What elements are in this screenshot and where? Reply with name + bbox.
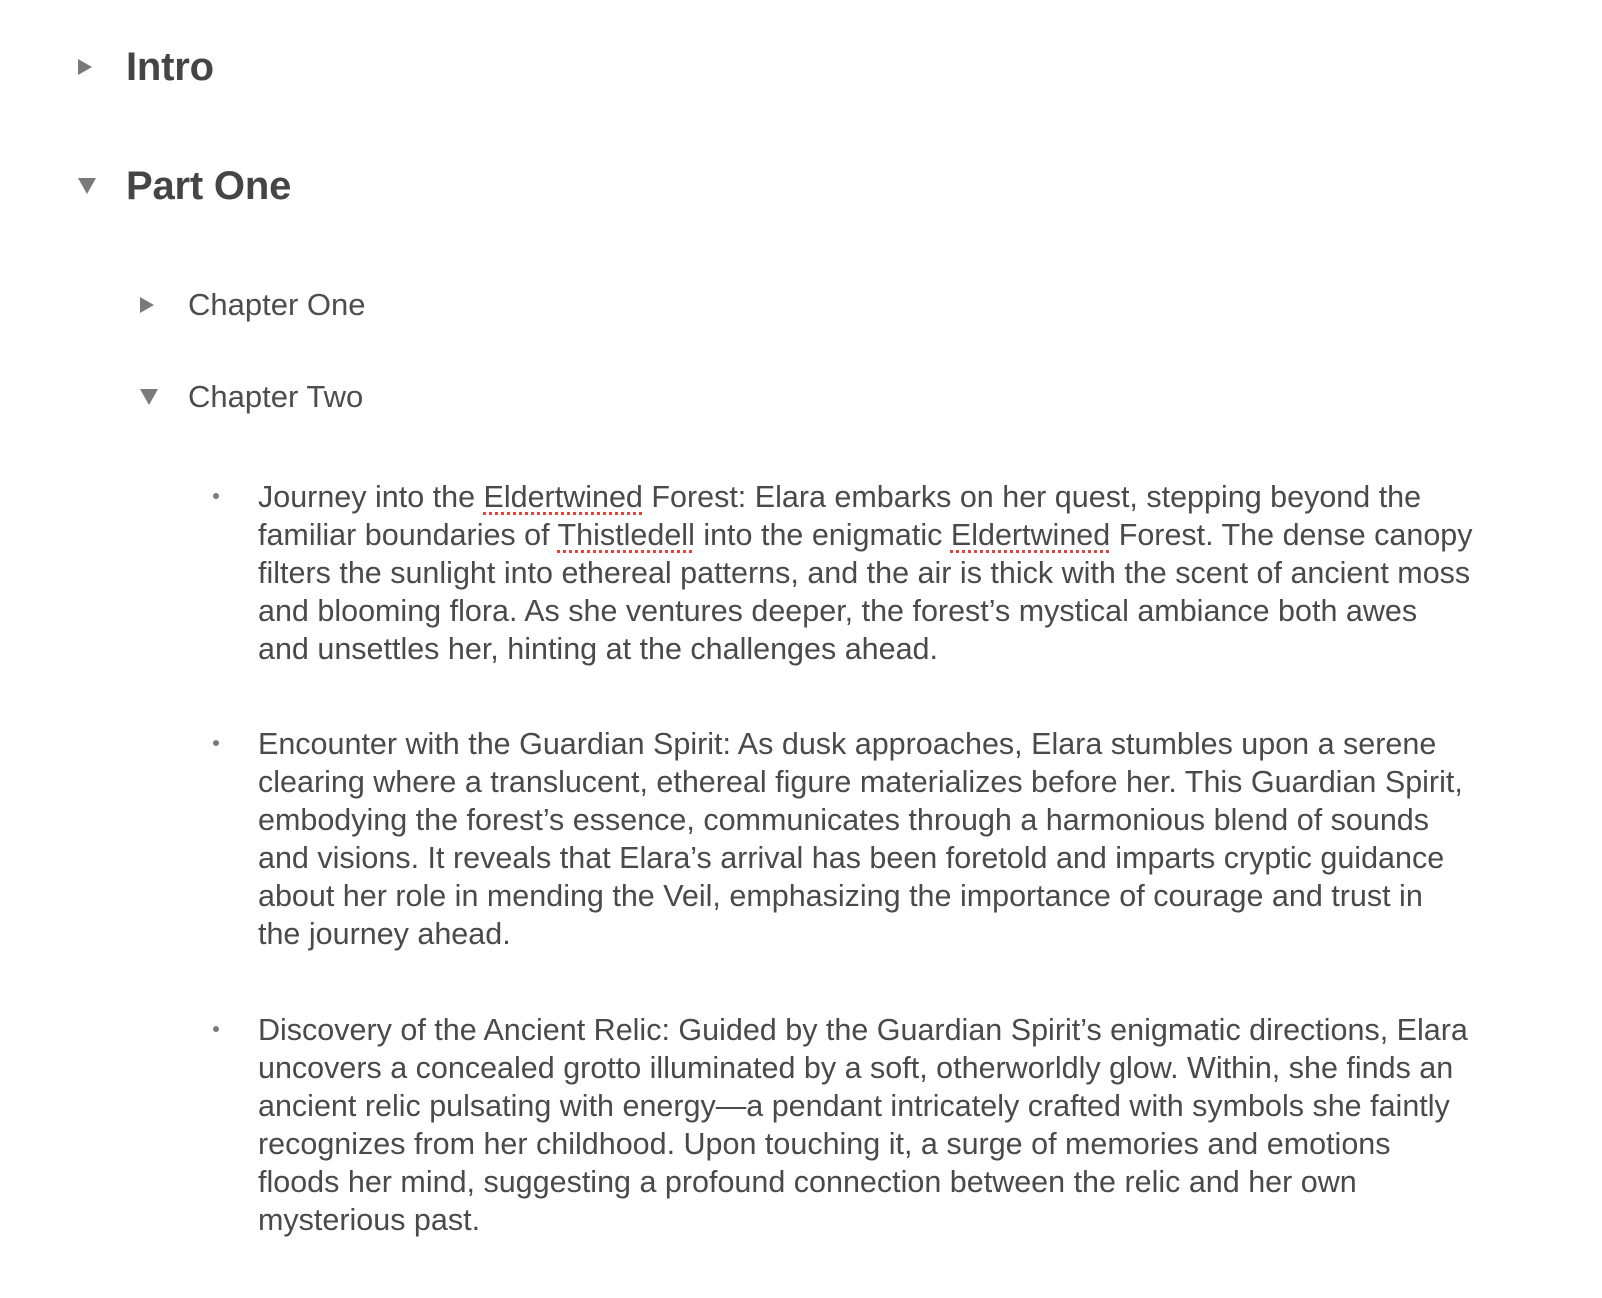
list-item-encounter[interactable]: Encounter with the Guardian Spirit: As dusk approaches, Elara stumbles upon a serene clearing where a translucent, ethereal figure materializes before her. This Guardian Spirit, embodying the forest’s essence, communicates through a harmonious blend of sounds and visions. It reveals that Elara’s arrival has been foretold and imparts cryptic guidance about her role in mending the Veil, emphasizing the importance of courage and trust in the journey ahead. (258, 727, 1463, 951)
disclosure-triangle-down-icon[interactable] (140, 389, 158, 405)
heading-chapter-one[interactable]: Chapter One (188, 287, 366, 322)
disclosure-triangle-down-icon[interactable] (78, 178, 96, 194)
list-item-journey[interactable] (258, 478, 1473, 668)
outline-row-intro[interactable] (78, 42, 214, 92)
list-item-text: into the enigmatic (694, 518, 951, 552)
outline-row-chapter-one[interactable] (140, 285, 366, 325)
misspelled-word[interactable]: Thistledell (557, 518, 695, 552)
list-item-text: Forest: Elara embarks on her quest, stepping beyond the familiar boundaries of (258, 480, 1422, 552)
outline-row-part-one[interactable] (78, 161, 291, 211)
misspelled-word[interactable]: Eldertwined (950, 518, 1111, 552)
list-item-discovery[interactable]: Discovery of the Ancient Relic: Guided by the Guardian Spirit’s enigmatic directions, Elara uncovers a concealed grotto illuminated by a soft, otherworldly glow. Within, she finds an ancient relic pulsating with energy—a pendant intricately crafted with symbols she faintly recognizes from her childhood. Upon touching it, a surge of memories and emotions floods her mind, suggesting a profound connection between the relic and her own mysterious past. (258, 1013, 1468, 1237)
disclosure-triangle-right-icon[interactable] (140, 297, 154, 313)
bullet-dot-icon (213, 740, 219, 746)
list-item-text: Forest. The dense canopy filters the sunlight into ethereal patterns, and the air is thick with the scent of ancient moss and blooming flora. As she ventures deeper, the forest’s mystical ambiance both awes and unsettles her, hinting at the challenges ahead. (258, 518, 1473, 666)
heading-intro[interactable]: Intro (126, 44, 214, 89)
bullet-dot-icon (213, 493, 219, 499)
list-item-text: Journey into the (258, 480, 484, 514)
disclosure-triangle-right-icon[interactable] (78, 59, 92, 75)
heading-chapter-two[interactable]: Chapter Two (188, 379, 364, 414)
bullet-dot-icon (213, 1026, 219, 1032)
heading-part-one[interactable]: Part One (126, 163, 292, 208)
outline-row-chapter-two[interactable] (140, 377, 363, 417)
misspelled-word[interactable]: Eldertwined (483, 480, 643, 514)
